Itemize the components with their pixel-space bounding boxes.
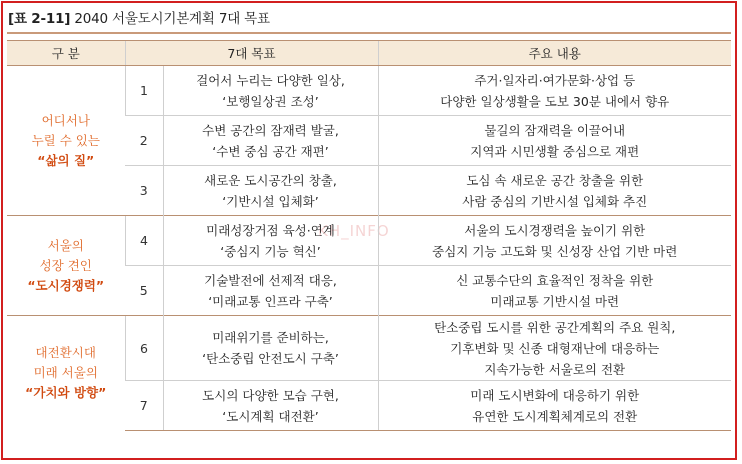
- goal-line: ‘기반시설 입체화’: [222, 193, 319, 209]
- table-row: [7, 66, 731, 116]
- category-line: 미래 서울의: [33, 365, 98, 381]
- content-line: 도심 속 새로운 공간 창출을 위한: [466, 172, 644, 188]
- category-line: 대전환시대: [35, 345, 96, 361]
- content-line: 미래 도시변화에 대응하기 위한: [470, 387, 640, 403]
- category-line: 어디서나: [41, 112, 90, 128]
- goal-cell: [163, 216, 378, 266]
- goal-line: 미래성장거점 육성·연계: [206, 222, 335, 238]
- row-number: 7: [125, 381, 163, 431]
- category-line: 서울의: [47, 237, 84, 253]
- content-line: 중심지 기능 고도화 및 신성장 산업 기반 마련: [432, 243, 678, 259]
- row-number: 4: [125, 216, 163, 266]
- goal-line: 새로운 도시공간의 창출,: [204, 172, 337, 188]
- header-category: 구 분: [7, 41, 125, 66]
- header-goal: 7대 목표: [125, 41, 378, 66]
- goal-cell: [163, 66, 378, 116]
- content-line: 주거·일자리·여가문화·상업 등: [474, 72, 636, 88]
- header-row: [7, 41, 731, 66]
- goal-line: 도시의 다양한 모습 구현,: [202, 387, 339, 403]
- content-line: 다양한 일상생활을 도보 30분 내에서 향유: [440, 93, 670, 109]
- goal-line: ‘중심지 기능 혁신’: [220, 243, 321, 259]
- table-row: [7, 316, 731, 381]
- content-cell: [378, 381, 731, 431]
- goal-cell: [163, 381, 378, 431]
- content-cell: [378, 116, 731, 166]
- table-number: [표 2-11]: [8, 11, 71, 27]
- content-line: 신 교통수단의 효율적인 정착을 위한: [456, 272, 654, 288]
- content-line: 탄소중립 도시를 위한 공간계획의 주요 원칙,: [434, 319, 676, 335]
- category-emphasis: “삶의 질”: [37, 152, 95, 168]
- goals-table: [7, 40, 731, 431]
- table-row: [7, 216, 731, 266]
- category-emphasis: “도시경쟁력”: [27, 277, 105, 293]
- content-line: 지속가능한 서울로의 전환: [484, 361, 626, 377]
- content-cell: [378, 166, 731, 216]
- category-line: 누릴 수 있는: [31, 132, 100, 148]
- content-line: 유연한 도시계획체계로의 전환: [472, 408, 638, 424]
- content-cell: [378, 266, 731, 316]
- goal-line: ‘수변 중심 공간 재편’: [212, 143, 329, 159]
- content-line: 물길의 잠재력을 이끌어내: [484, 122, 626, 138]
- goal-line: ‘탄소중립 안전도시 구축’: [202, 351, 339, 366]
- row-number: 1: [125, 66, 163, 116]
- goal-cell: [163, 116, 378, 166]
- category-cell: [7, 316, 125, 431]
- watermark: KH_INFO: [318, 222, 390, 240]
- category-emphasis: “가치와 방향”: [25, 385, 107, 401]
- goal-cell: [163, 166, 378, 216]
- content-cell: [378, 216, 731, 266]
- goal-line: 기술발전에 선제적 대응,: [204, 272, 337, 288]
- goal-cell: [163, 266, 378, 316]
- content-cell: [378, 316, 731, 381]
- goal-line: ‘보행일상권 조성’: [222, 93, 319, 109]
- goal-cell: [163, 316, 378, 381]
- goal-line: 수변 공간의 잠재력 발굴,: [202, 122, 339, 138]
- table-title: [8, 7, 270, 27]
- goal-line: ‘도시계획 대전환’: [222, 408, 319, 424]
- content-line: 사람 중심의 기반시설 입체화 추진: [462, 193, 648, 209]
- category-line: 성장 견인: [39, 257, 92, 273]
- goal-line: ‘미래교통 인프라 구축’: [208, 293, 333, 309]
- goal-line: 미래위기를 준비하는,: [212, 330, 329, 345]
- content-line: 미래교통 기반시설 마련: [490, 293, 620, 309]
- content-line: 서울의 도시경쟁력을 높이기 위한: [464, 222, 646, 238]
- content-line: 기후변화 및 신종 대형재난에 대응하는: [450, 340, 660, 356]
- row-number: 6: [125, 316, 163, 381]
- content-cell: [378, 66, 731, 116]
- header-content: 주요 내용: [378, 41, 731, 66]
- goal-line: 걸어서 누리는 다양한 일상,: [196, 72, 345, 88]
- row-number: 5: [125, 266, 163, 316]
- title-divider: [7, 32, 731, 34]
- category-cell: [7, 216, 125, 316]
- category-cell: [7, 66, 125, 216]
- row-number: 2: [125, 116, 163, 166]
- content-line: 지역과 시민생활 중심으로 재편: [470, 143, 640, 159]
- table-caption: 2040 서울도시기본계획 7대 목표: [74, 11, 270, 27]
- row-number: 3: [125, 166, 163, 216]
